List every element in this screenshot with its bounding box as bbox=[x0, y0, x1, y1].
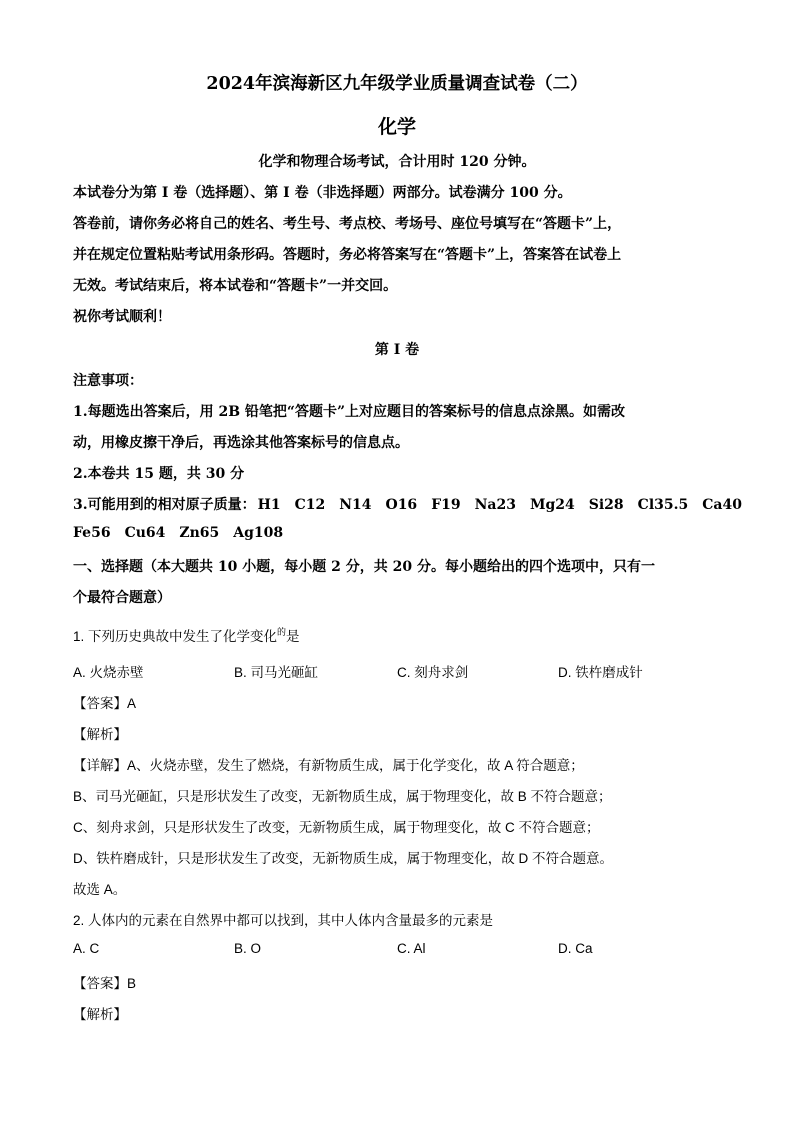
q1-detail-2: B、司马光砸缸，只是形状发生了改变，无新物质生成，属于物理变化，故 B 不符合题意； bbox=[73, 789, 612, 804]
atom-mass: Cl35.5 bbox=[637, 497, 689, 513]
q2-option-a: A. C bbox=[73, 941, 100, 956]
atom-mass: Ca40 bbox=[702, 497, 742, 513]
q1-detail-1: 【详解】A、火烧赤壁，发生了燃烧，有新物质生成，属于化学变化，故 A 符合题意； bbox=[73, 758, 584, 773]
exam-time-note: 化学和物理合场考试，合计用时 120 分钟。 bbox=[258, 154, 536, 170]
atom-mass: Zn65 bbox=[179, 525, 220, 541]
atomic-masses-row-2 bbox=[73, 525, 297, 541]
atom-mass: O16 bbox=[385, 497, 418, 513]
q2-option-d: D. Ca bbox=[558, 941, 593, 956]
q1-option-c: C. 刻舟求剑 bbox=[397, 665, 469, 680]
intro-line-3: 并在规定位置粘贴考试用条形码。答题时，务必将答案写在“答题卡”上，答案答在试卷上 bbox=[73, 247, 622, 263]
intro-line-2: 答卷前，请你务必将自己的姓名、考生号、考点校、考场号、座位号填写在“答题卡”上， bbox=[73, 216, 622, 232]
q2-option-c: C. Al bbox=[397, 941, 426, 956]
note-1a: 1.每题选出答案后，用 2B 铅笔把“答题卡”上对应题目的答案标号的信息点涂黑。如需改 bbox=[73, 404, 626, 420]
question-2-stem: 2. 人体内的元素在自然界中都可以找到，其中人体内含量最多的元素是 bbox=[73, 913, 494, 928]
q1-option-a: A. 火烧赤壁 bbox=[73, 665, 144, 680]
notes-heading: 注意事项： bbox=[73, 373, 143, 389]
q1-analysis: 【解析】 bbox=[73, 727, 127, 742]
q1-option-d: D. 铁杵磨成针 bbox=[558, 665, 643, 680]
subject-title: 化学 bbox=[377, 116, 416, 138]
atom-mass: C12 bbox=[294, 497, 326, 513]
atom-mass: Mg24 bbox=[529, 497, 575, 513]
q1-detail-4: D、铁杵磨成针，只是形状发生了改变，无新物质生成，属于物理变化，故 D 不符合题意。 bbox=[73, 851, 613, 866]
section-title: 第 I 卷 bbox=[374, 342, 420, 358]
q1-option-b: B. 司马光砸缸 bbox=[234, 665, 319, 680]
atom-mass: H1 bbox=[257, 497, 281, 513]
intro-line-4: 无效。考试结束后，将本试卷和“答题卡”一并交回。 bbox=[73, 278, 398, 294]
q2-option-b: B. O bbox=[234, 941, 262, 956]
note-1b: 动，用橡皮擦干净后，再选涂其他答案标号的信息点。 bbox=[73, 435, 409, 451]
note-3-atomic-masses bbox=[73, 494, 742, 514]
atom-mass: Na23 bbox=[474, 497, 516, 513]
note-2: 2.本卷共 15 题，共 30 分 bbox=[73, 466, 245, 482]
atom-mass: Si28 bbox=[588, 497, 624, 513]
part1-heading-1: 一、选择题（本大题共 10 小题，每小题 2 分，共 20 分。每小题给出的四个选项中，只有一 bbox=[73, 559, 655, 575]
question-1-stem: 1. 下列历史典故中发生了化学变化$^的$是 bbox=[73, 627, 300, 644]
atom-mass: Fe56 bbox=[73, 525, 111, 541]
exam-title: 2024年滨海新区九年级学业质量调查试卷（二） bbox=[206, 74, 588, 94]
atom-mass: F19 bbox=[431, 497, 461, 513]
q2-analysis: 【解析】 bbox=[73, 1007, 127, 1022]
atomic-mass-label: 3.可能用到的相对原子质量： bbox=[73, 497, 256, 513]
atom-mass: Cu64 bbox=[124, 525, 166, 541]
intro-line-1: 本试卷分为第 I 卷（选择题）、第 I 卷（非选择题）两部分。试卷满分 100 分。 bbox=[73, 185, 572, 201]
good-luck-text: 祝你考试顺利！ bbox=[73, 309, 171, 325]
q1-conclusion: 故选 A。 bbox=[73, 882, 127, 897]
q1-detail-3: C、刻舟求剑，只是形状发生了改变，无新物质生成，属于物理变化，故 C 不符合题意； bbox=[73, 820, 600, 835]
atom-mass: N14 bbox=[339, 497, 372, 513]
part1-heading-2: 个最符合题意） bbox=[73, 590, 171, 606]
atom-mass: Ag108 bbox=[233, 525, 284, 541]
q1-answer: 【答案】A bbox=[73, 696, 137, 711]
q2-answer: 【答案】B bbox=[73, 976, 137, 991]
